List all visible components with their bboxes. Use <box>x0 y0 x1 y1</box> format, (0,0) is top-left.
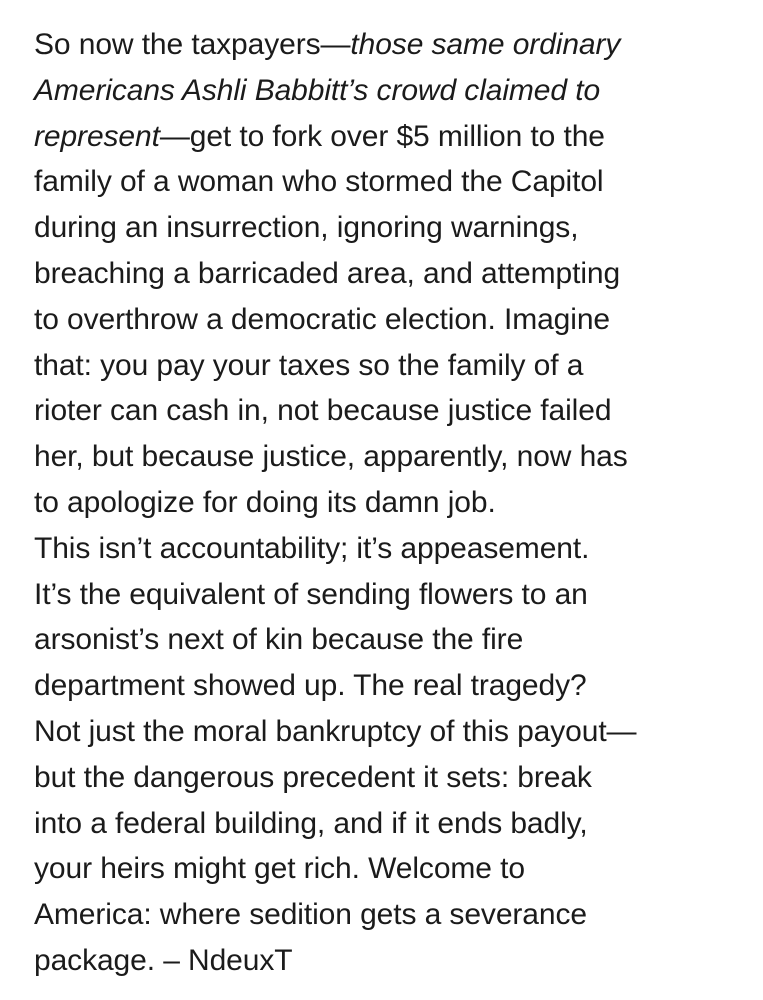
text-segment: but the dangerous precedent it sets: break <box>34 760 592 794</box>
text-segment: It’s the equivalent of sending flowers to an <box>34 577 588 611</box>
text-line <box>34 801 749 847</box>
italic-text-segment: represent <box>34 119 160 153</box>
post-body <box>34 22 749 984</box>
text-line <box>34 617 749 663</box>
text-line <box>34 68 749 114</box>
text-line <box>34 159 749 205</box>
text-line <box>34 205 749 251</box>
text-line <box>34 572 749 618</box>
text-line <box>34 22 749 68</box>
text-segment: Not just the moral bankruptcy of this payout— <box>34 714 637 748</box>
text-line <box>34 251 749 297</box>
text-segment: arsonist’s next of kin because the fire <box>34 623 524 657</box>
text-line <box>34 846 749 892</box>
italic-text-segment: Americans Ashli Babbitt’s crowd claimed to <box>34 73 601 107</box>
text-segment: package. – NdeuxT <box>34 943 293 977</box>
text-line <box>34 938 749 984</box>
text-segment: —get to fork over $5 million to the <box>159 119 605 153</box>
text-line <box>34 297 749 343</box>
text-line <box>34 755 749 801</box>
text-segment: rioter can cash in, not because justice failed <box>34 394 612 428</box>
text-segment: department showed up. The real tragedy? <box>34 669 587 703</box>
text-segment: during an insurrection, ignoring warnings, <box>34 211 579 245</box>
text-segment: America: where sedition gets a severance <box>34 898 587 932</box>
italic-text-segment: those same ordinary <box>350 28 621 61</box>
text-line <box>34 526 749 572</box>
text-line <box>34 114 749 160</box>
text-segment: that: you pay your taxes so the family of a <box>34 348 584 382</box>
text-segment: breaching a barricaded area, and attempting <box>34 256 621 290</box>
text-segment: her, but because justice, apparently, now has <box>34 440 628 474</box>
text-line <box>34 434 749 480</box>
text-line <box>34 709 749 755</box>
text-line <box>34 388 749 434</box>
text-line <box>34 892 749 938</box>
text-segment: to overthrow a democratic election. Imagine <box>34 302 610 336</box>
text-segment: This isn’t accountability; it’s appeasement. <box>34 531 590 565</box>
text-segment: So now the taxpayers— <box>34 28 351 61</box>
text-line <box>34 663 749 709</box>
text-line <box>34 480 749 526</box>
text-segment: to apologize for doing its damn job. <box>34 485 496 519</box>
text-segment: into a federal building, and if it ends badly, <box>34 806 588 840</box>
text-segment: your heirs might get rich. Welcome to <box>34 852 525 886</box>
text-line <box>34 343 749 389</box>
text-segment: family of a woman who stormed the Capitol <box>34 165 604 199</box>
